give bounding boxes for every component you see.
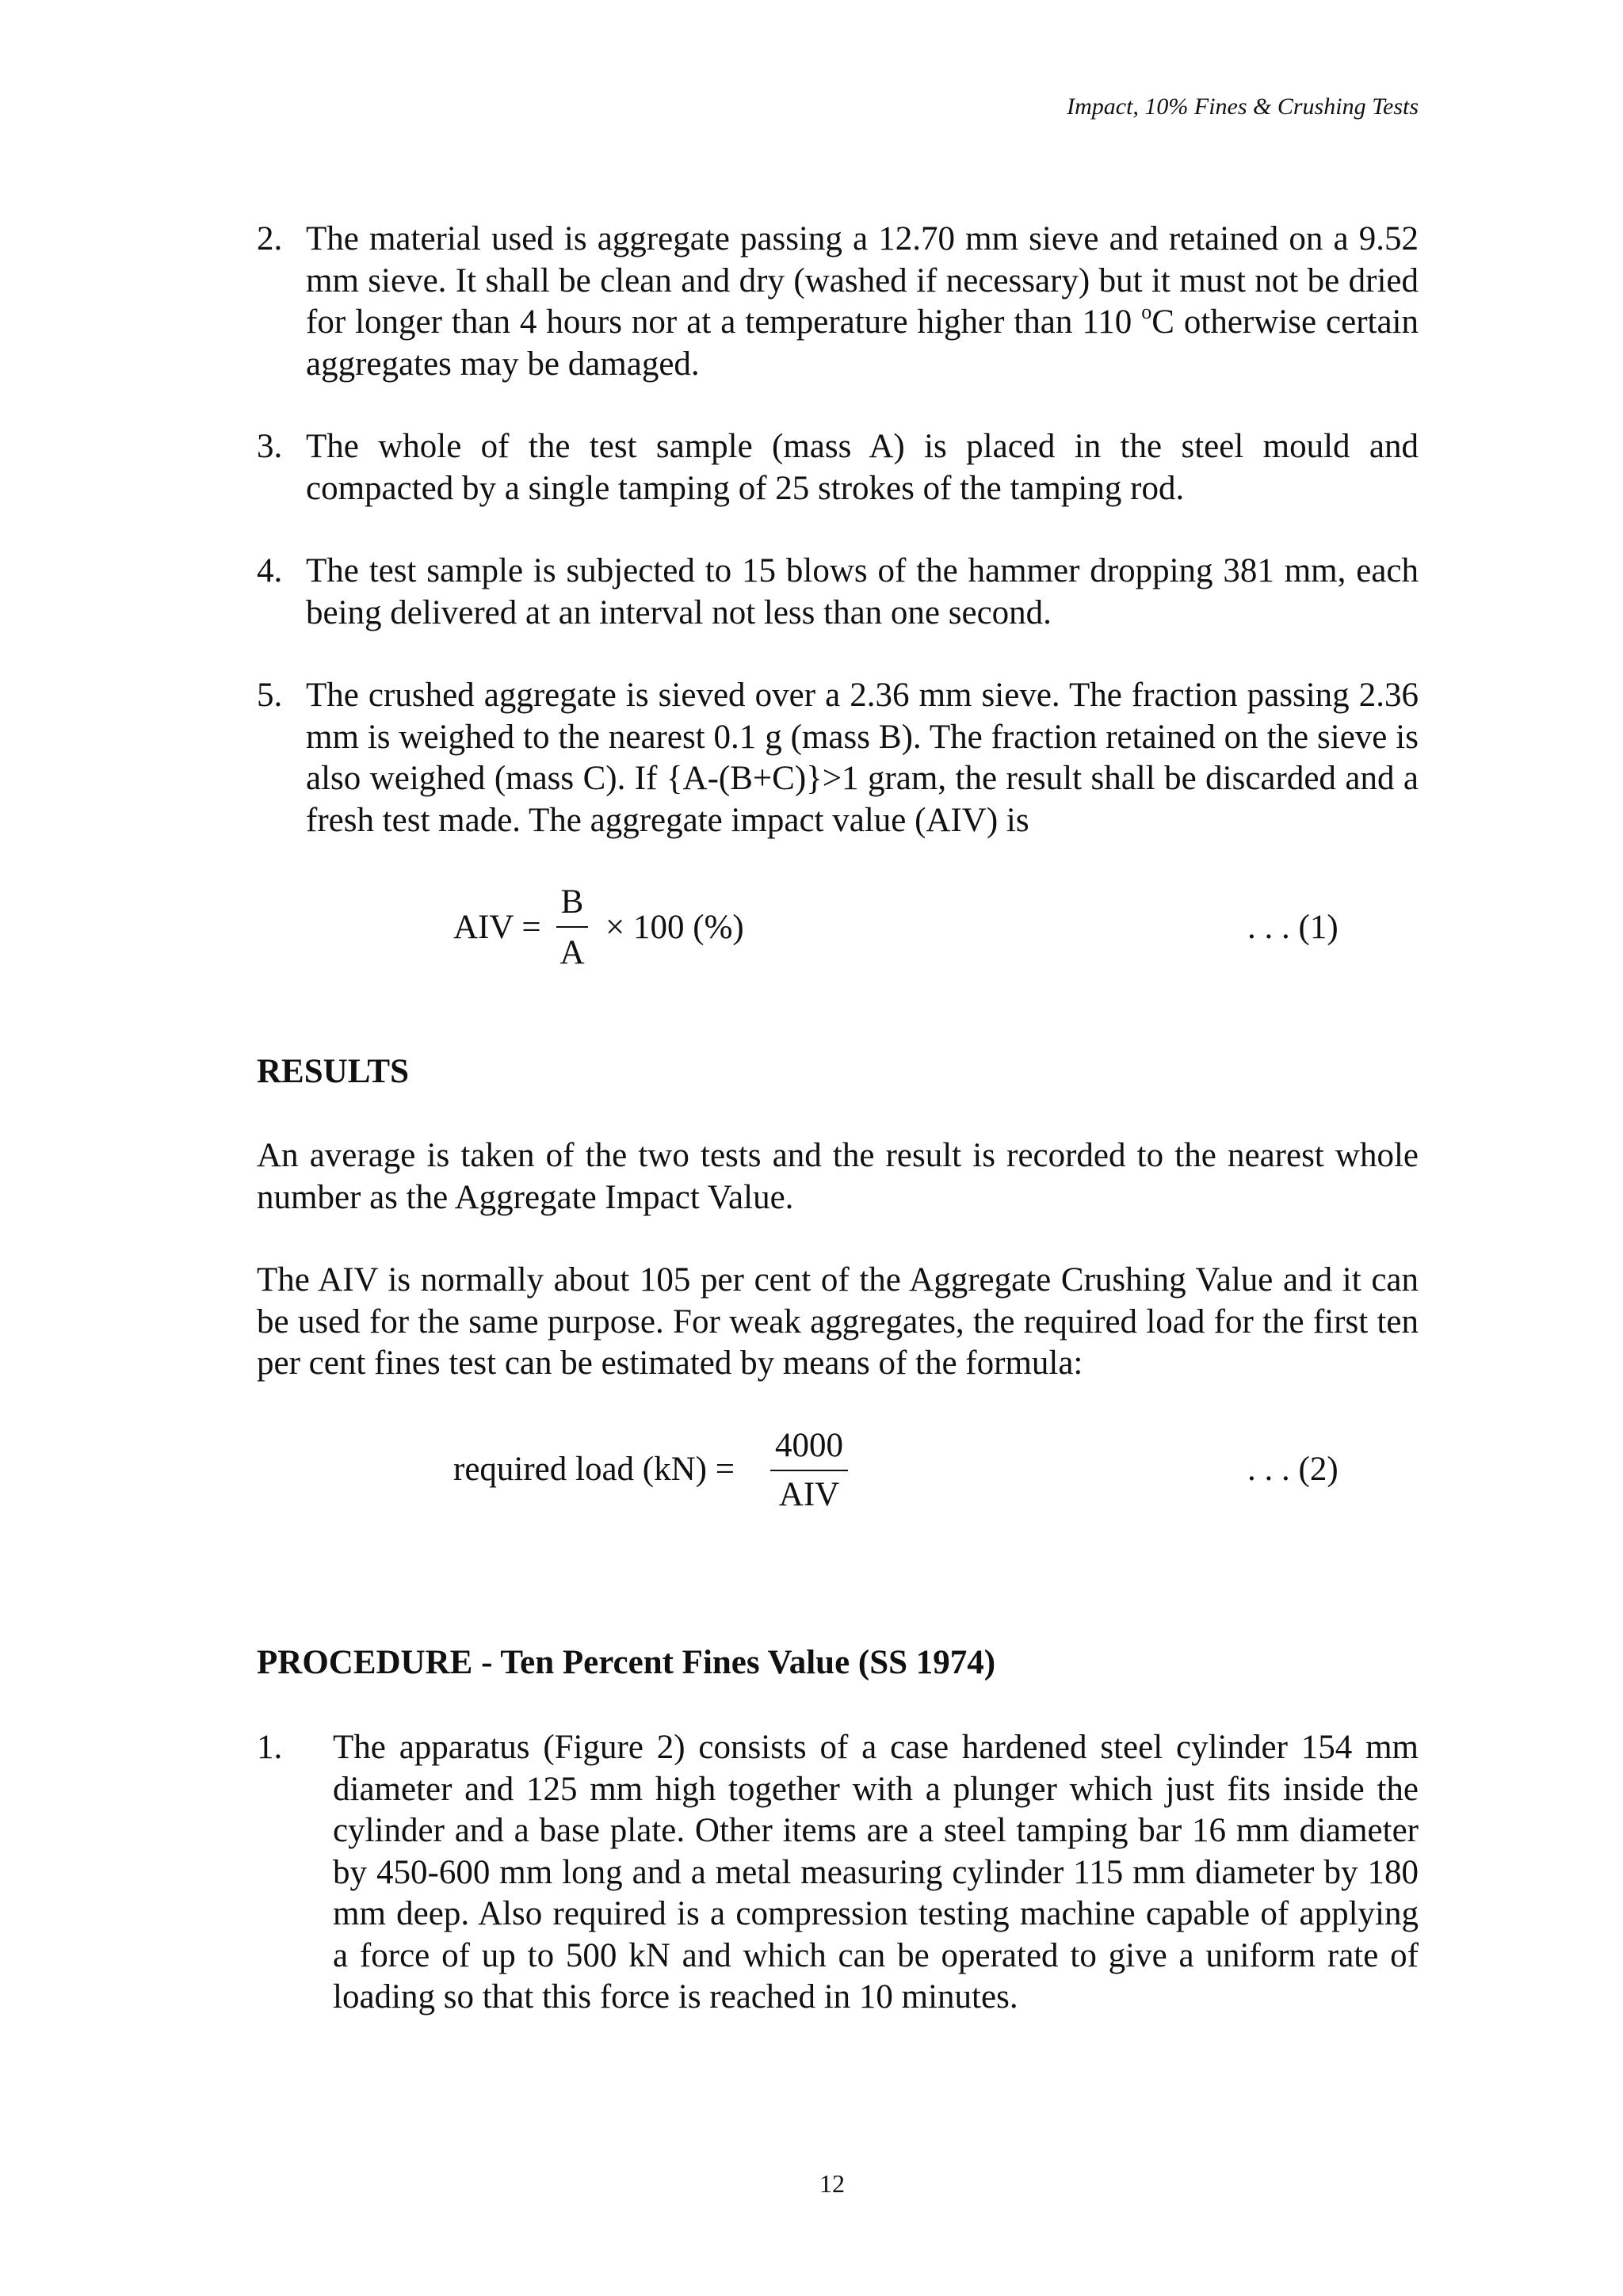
list-item-5	[257, 675, 1419, 841]
fraction-bar	[556, 926, 588, 928]
procedure-heading: PROCEDURE - Ten Percent Fines Value (SS 1974)	[257, 1644, 996, 1681]
item-number: 3.	[257, 428, 283, 465]
equation-number: . . . (2)	[1247, 1451, 1338, 1488]
list-item-3	[257, 426, 1419, 509]
equation-denominator: A	[559, 934, 585, 971]
page-number: 12	[819, 2169, 845, 2198]
results-paragraph-2: The AIV is normally about 105 per cent of the Aggregate Crushing Value and it can be used for the same purpose. For weak aggregates, the required load for the first ten per cent fines test can be estimated by means of the formula:	[257, 1261, 1419, 1382]
item-number: 5.	[257, 677, 283, 714]
equation-number: . . . (1)	[1247, 909, 1338, 946]
list-item-4	[257, 551, 1419, 634]
item-number: 1.	[257, 1729, 283, 1766]
item-text: The material used is aggregate passing a 12.70 mm sieve and retained on a 9.52 mm sieve. It shall be clean and dry (washed if necessary) but it must not be dried for longer than 4 hours nor at a temperature higher than 110 $^o$C otherwise certain aggregates may be damaged.	[306, 220, 1419, 383]
item-number: 4.	[257, 552, 283, 589]
item-text: The test sample is subjected to 15 blows of the hammer dropping 381 mm, each being delivered at an interval not less than one second.	[306, 552, 1419, 631]
list-item-2	[257, 219, 1419, 385]
item-text: The crushed aggregate is sieved over a 2.36 mm sieve. The fraction passing 2.36 mm is weighed to the nearest 0.1 g (mass B). The fraction retained on the sieve is also weighed (mass C). If {A-(B+C)}>1 gram, the result shall be discarded and a fresh test made. The aggregate impact value (AIV) is	[306, 677, 1419, 839]
running-header: Impact, 10% Fines & Crushing Tests	[1067, 93, 1419, 120]
fraction-bar	[770, 1470, 848, 1471]
item-text: The apparatus (Figure 2) consists of a case hardened steel cylinder 154 mm diameter and 125 mm high together with a plunger which just fits inside the cylinder and a base plate. Other items are a steel tamping bar 16 mm diameter by 450-600 mm long and a metal measuring cylinder 115 mm diameter by 180 mm deep. Also required is a compression testing machine capable of applying a force of up to 500 kN and which can be operated to give a uniform rate of loading so that this force is reached in 10 minutes.	[333, 1729, 1419, 2016]
equation-rhs: × 100 (%)	[605, 909, 744, 946]
equation-lhs: AIV =	[453, 909, 541, 946]
procedure-item-1	[257, 1727, 1419, 2019]
item-text: The whole of the test sample (mass A) is placed in the steel mould and compacted by a single tamping of 25 strokes of the tamping rod.	[306, 428, 1419, 507]
equation-lhs: required load (kN) =	[453, 1451, 735, 1488]
item-number: 2.	[257, 220, 283, 257]
results-heading: RESULTS	[257, 1053, 410, 1090]
results-paragraph-1: An average is taken of the two tests and the result is recorded to the nearest whole number as the Aggregate Impact Value.	[257, 1137, 1419, 1216]
degree-symbol: o	[1141, 300, 1152, 323]
equation-denominator: AIV	[778, 1476, 840, 1513]
equation-numerator: B	[560, 883, 584, 921]
equation-numerator: 4000	[775, 1427, 843, 1464]
